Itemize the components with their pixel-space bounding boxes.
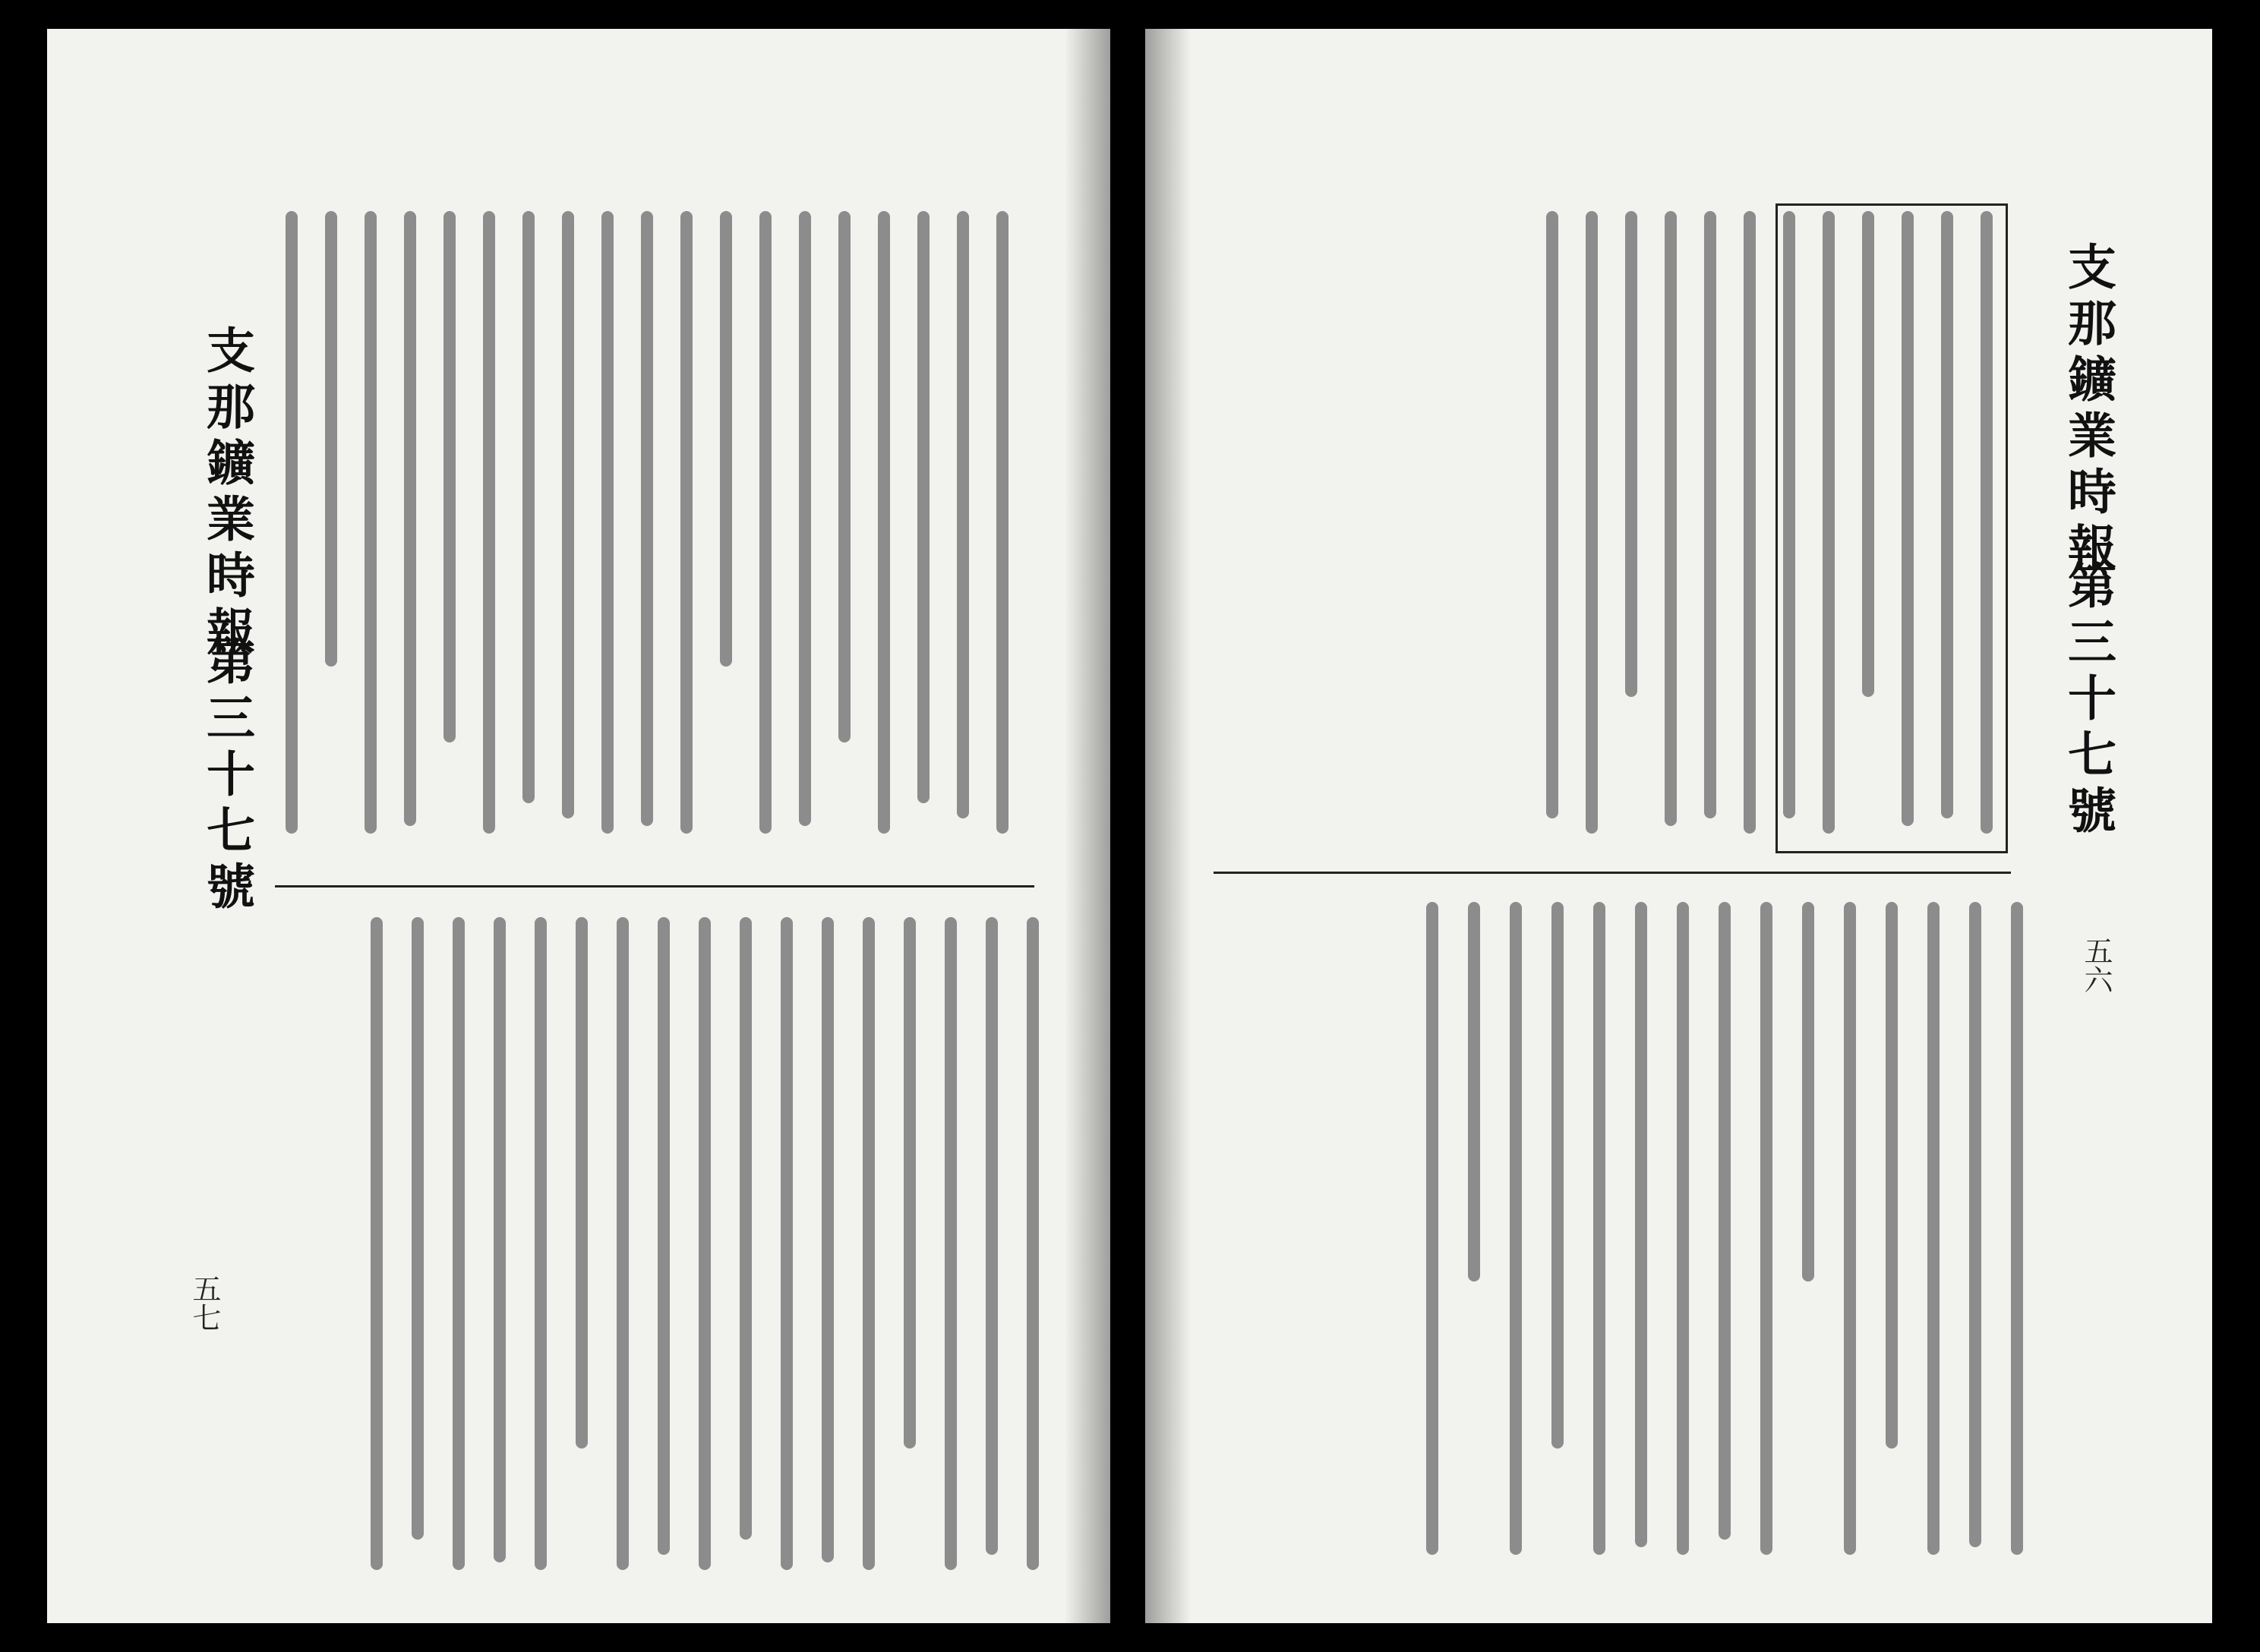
text-column: [1802, 902, 1814, 1282]
text-column: [365, 211, 377, 834]
text-column: [996, 211, 1008, 834]
text-column: [443, 211, 456, 742]
text-column: [1704, 211, 1716, 818]
text-column: [286, 211, 298, 834]
text-column: [1665, 211, 1677, 826]
text-column: [1510, 902, 1522, 1555]
text-column: [1902, 211, 1914, 826]
text-column: [1426, 902, 1438, 1555]
text-column: [945, 917, 957, 1570]
left-gutter-shadow: [1065, 29, 1110, 1623]
text-column: [1551, 902, 1564, 1449]
text-column: [1760, 902, 1772, 1555]
left-page-number: 五七: [188, 1274, 221, 1332]
left-section-divider: [275, 885, 1034, 887]
text-column: [1593, 902, 1605, 1555]
right-gutter-shadow: [1145, 29, 1191, 1623]
text-column: [601, 211, 614, 834]
shipment-table: [1775, 203, 2008, 853]
text-column: [1586, 211, 1598, 834]
right-page: [1145, 29, 2212, 1623]
text-column: [483, 211, 495, 834]
text-column: [1886, 902, 1898, 1449]
text-column: [720, 211, 732, 667]
text-column: [822, 917, 834, 1562]
text-column: [562, 211, 574, 818]
right-issue-number: 第三十七號: [2060, 560, 2116, 841]
text-column: [641, 211, 653, 826]
text-column: [799, 211, 811, 826]
text-column: [617, 917, 629, 1570]
text-column: [1844, 902, 1856, 1555]
text-column: [1981, 211, 1993, 834]
text-column: [325, 211, 337, 667]
text-column: [658, 917, 670, 1555]
text-column: [2011, 902, 2023, 1555]
text-column: [863, 917, 875, 1570]
text-column: [535, 917, 547, 1570]
text-column: [1027, 917, 1039, 1570]
text-column: [1823, 211, 1835, 834]
text-column: [1927, 902, 1940, 1555]
text-column: [1783, 211, 1795, 818]
text-column: [1468, 902, 1480, 1282]
text-column: [878, 211, 890, 834]
text-column: [1677, 902, 1689, 1555]
text-column: [1744, 211, 1756, 834]
text-column: [957, 211, 969, 818]
text-column: [740, 917, 752, 1540]
text-column: [1941, 211, 1953, 818]
left-journal-title: 支那鑛業時報: [198, 325, 255, 662]
text-column: [1719, 902, 1731, 1540]
text-column: [1862, 211, 1874, 697]
left-issue-number: 第三十七號: [198, 636, 255, 917]
left-page: [47, 29, 1110, 1623]
text-column: [917, 211, 930, 803]
text-column: [904, 917, 916, 1449]
text-column: [1546, 211, 1558, 818]
text-column: [986, 917, 998, 1555]
text-column: [838, 211, 851, 742]
text-column: [371, 917, 383, 1570]
text-column: [1625, 211, 1637, 697]
text-column: [1969, 902, 1981, 1547]
text-column: [494, 917, 506, 1562]
text-column: [781, 917, 793, 1570]
right-page-number: 五六: [2079, 936, 2113, 994]
text-column: [404, 211, 416, 826]
right-journal-title: 支那鑛業時報: [2060, 241, 2116, 579]
text-column: [759, 211, 772, 834]
text-column: [699, 917, 711, 1570]
text-column: [453, 917, 465, 1570]
text-column: [576, 917, 588, 1449]
text-column: [412, 917, 424, 1540]
text-column: [1635, 902, 1647, 1547]
text-column: [522, 211, 535, 803]
text-column: [680, 211, 693, 834]
right-section-divider: [1214, 872, 2011, 874]
